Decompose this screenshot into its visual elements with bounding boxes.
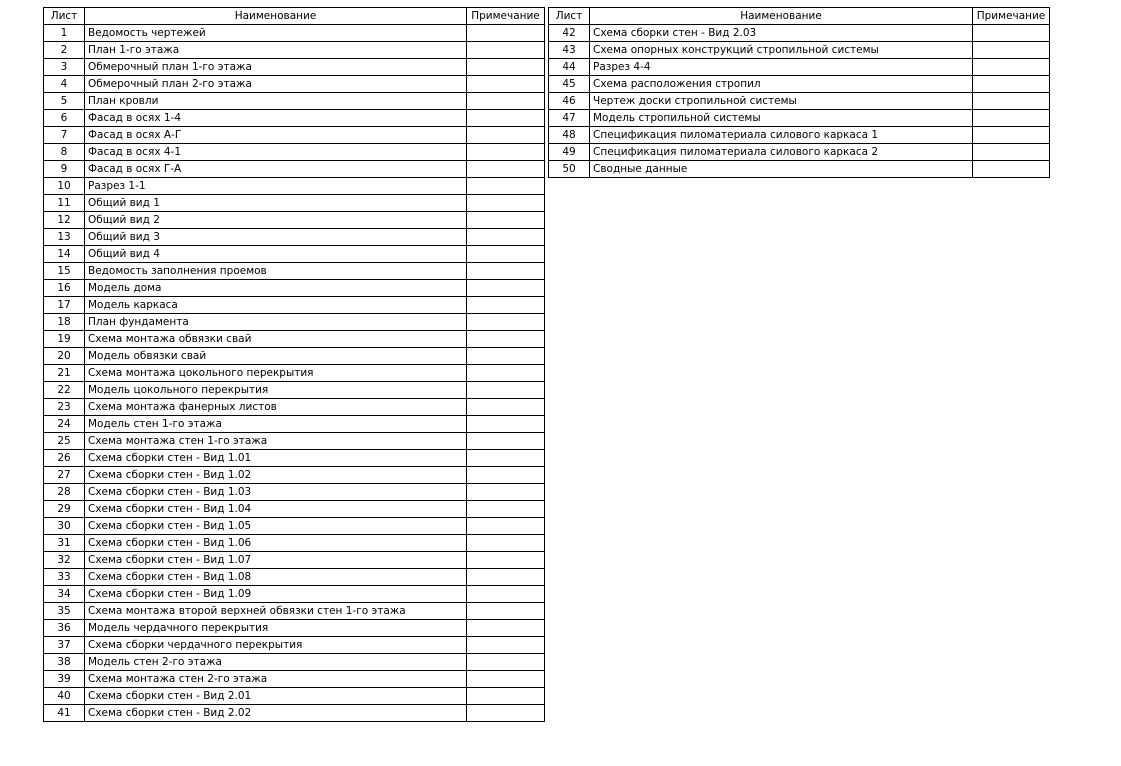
sheet-name-cell: Схема сборки стен - Вид 2.02 bbox=[85, 705, 467, 722]
table-row bbox=[549, 76, 1050, 93]
sheet-note-cell bbox=[467, 246, 545, 263]
table-row bbox=[44, 450, 545, 467]
sheet-name-cell: Модель стен 2-го этажа bbox=[85, 654, 467, 671]
table-row bbox=[44, 416, 545, 433]
sheet-name-cell: Схема сборки стен - Вид 1.06 bbox=[85, 535, 467, 552]
sheet-number-cell: 46 bbox=[549, 93, 590, 110]
table-row bbox=[44, 76, 545, 93]
sheet-name-cell: Схема расположения стропил bbox=[590, 76, 973, 93]
sheet-note-cell bbox=[467, 127, 545, 144]
sheet-note-cell bbox=[467, 280, 545, 297]
sheet-number-cell: 16 bbox=[44, 280, 85, 297]
sheet-note-cell bbox=[973, 110, 1050, 127]
sheet-name-cell: Обмерочный план 1-го этажа bbox=[85, 59, 467, 76]
sheet-name-cell: Схема сборки стен - Вид 1.09 bbox=[85, 586, 467, 603]
sheet-number-cell: 30 bbox=[44, 518, 85, 535]
sheet-name-cell: Схема монтажа стен 2-го этажа bbox=[85, 671, 467, 688]
header-note: Примечание bbox=[973, 8, 1050, 25]
sheet-name-cell: Модель стен 1-го этажа bbox=[85, 416, 467, 433]
sheet-name-cell: Модель каркаса bbox=[85, 297, 467, 314]
table-row bbox=[44, 144, 545, 161]
sheet-number-cell: 48 bbox=[549, 127, 590, 144]
sheet-note-cell bbox=[467, 518, 545, 535]
sheet-name-cell: Общий вид 4 bbox=[85, 246, 467, 263]
sheet-name-cell: План кровли bbox=[85, 93, 467, 110]
sheet-note-cell bbox=[467, 144, 545, 161]
sheet-number-cell: 11 bbox=[44, 195, 85, 212]
sheet-note-cell bbox=[467, 654, 545, 671]
drawing-index-table-left bbox=[43, 7, 545, 722]
sheet-number-cell: 23 bbox=[44, 399, 85, 416]
sheet-number-cell: 20 bbox=[44, 348, 85, 365]
table-header-row bbox=[44, 8, 545, 25]
sheet-number-cell: 33 bbox=[44, 569, 85, 586]
sheet-name-cell: Схема монтажа второй верхней обвязки стен 1-го этажа bbox=[85, 603, 467, 620]
sheet-number-cell: 37 bbox=[44, 637, 85, 654]
sheet-note-cell bbox=[467, 586, 545, 603]
sheet-name-cell: Спецификация пиломатериала силового каркаса 1 bbox=[590, 127, 973, 144]
sheet-name-cell: Схема сборки чердачного перекрытия bbox=[85, 637, 467, 654]
sheet-note-cell bbox=[467, 161, 545, 178]
sheet-note-cell bbox=[467, 93, 545, 110]
sheet-name-cell: План фундамента bbox=[85, 314, 467, 331]
table-row bbox=[44, 331, 545, 348]
table-row bbox=[44, 603, 545, 620]
table-row bbox=[44, 654, 545, 671]
sheet-note-cell bbox=[467, 603, 545, 620]
table-row bbox=[44, 620, 545, 637]
sheet-number-cell: 35 bbox=[44, 603, 85, 620]
sheet-note-cell bbox=[467, 59, 545, 76]
sheet-note-cell bbox=[467, 535, 545, 552]
sheet-name-cell: Схема сборки стен - Вид 1.04 bbox=[85, 501, 467, 518]
table-row bbox=[44, 297, 545, 314]
table-row bbox=[549, 127, 1050, 144]
sheet-name-cell: Модель дома bbox=[85, 280, 467, 297]
sheet-number-cell: 17 bbox=[44, 297, 85, 314]
sheet-note-cell bbox=[973, 144, 1050, 161]
sheet-note-cell bbox=[467, 399, 545, 416]
sheet-note-cell bbox=[973, 25, 1050, 42]
sheet-number-cell: 40 bbox=[44, 688, 85, 705]
table-row bbox=[44, 688, 545, 705]
sheet-name-cell: Обмерочный план 2-го этажа bbox=[85, 76, 467, 93]
sheet-note-cell bbox=[467, 348, 545, 365]
sheet-note-cell bbox=[973, 161, 1050, 178]
sheet-number-cell: 49 bbox=[549, 144, 590, 161]
sheet-note-cell bbox=[467, 76, 545, 93]
table-row bbox=[44, 501, 545, 518]
table-row bbox=[44, 671, 545, 688]
table-row bbox=[44, 484, 545, 501]
table-row bbox=[44, 229, 545, 246]
sheet-name-cell: Общий вид 2 bbox=[85, 212, 467, 229]
sheet-number-cell: 47 bbox=[549, 110, 590, 127]
sheet-note-cell bbox=[467, 450, 545, 467]
sheet-number-cell: 7 bbox=[44, 127, 85, 144]
table-row bbox=[549, 110, 1050, 127]
sheet-name-cell: Схема сборки стен - Вид 1.07 bbox=[85, 552, 467, 569]
sheet-note-cell bbox=[467, 110, 545, 127]
sheet-name-cell: Модель стропильной системы bbox=[590, 110, 973, 127]
header-name: Наименование bbox=[85, 8, 467, 25]
sheet-number-cell: 8 bbox=[44, 144, 85, 161]
table-row bbox=[44, 637, 545, 654]
table-row bbox=[44, 399, 545, 416]
sheet-name-cell: Общий вид 3 bbox=[85, 229, 467, 246]
sheet-number-cell: 31 bbox=[44, 535, 85, 552]
table-row bbox=[44, 195, 545, 212]
sheet-name-cell: Схема монтажа цокольного перекрытия bbox=[85, 365, 467, 382]
sheet-name-cell: Фасад в осях 1-4 bbox=[85, 110, 467, 127]
header-note: Примечание bbox=[467, 8, 545, 25]
sheet-name-cell: Фасад в осях Г-А bbox=[85, 161, 467, 178]
sheet-number-cell: 43 bbox=[549, 42, 590, 59]
sheet-number-cell: 29 bbox=[44, 501, 85, 518]
table-row bbox=[44, 382, 545, 399]
table-row bbox=[44, 569, 545, 586]
sheet-number-cell: 26 bbox=[44, 450, 85, 467]
sheet-name-cell: Модель чердачного перекрытия bbox=[85, 620, 467, 637]
sheet-number-cell: 10 bbox=[44, 178, 85, 195]
sheet-note-cell bbox=[467, 705, 545, 722]
table-row bbox=[44, 59, 545, 76]
sheet-note-cell bbox=[973, 93, 1050, 110]
sheet-number-cell: 41 bbox=[44, 705, 85, 722]
sheet-number-cell: 21 bbox=[44, 365, 85, 382]
sheet-note-cell bbox=[973, 42, 1050, 59]
sheet-note-cell bbox=[973, 59, 1050, 76]
sheet-number-cell: 13 bbox=[44, 229, 85, 246]
sheet-number-cell: 6 bbox=[44, 110, 85, 127]
table-body-right bbox=[549, 25, 1050, 178]
sheet-note-cell bbox=[467, 25, 545, 42]
table-row bbox=[44, 433, 545, 450]
table-row bbox=[44, 178, 545, 195]
table-row bbox=[44, 705, 545, 722]
sheet-name-cell: Схема сборки стен - Вид 2.01 bbox=[85, 688, 467, 705]
sheet-number-cell: 38 bbox=[44, 654, 85, 671]
sheet-note-cell bbox=[467, 229, 545, 246]
sheet-note-cell bbox=[467, 637, 545, 654]
sheet-name-cell: Ведомость чертежей bbox=[85, 25, 467, 42]
sheet-number-cell: 22 bbox=[44, 382, 85, 399]
sheet-name-cell: Фасад в осях 4-1 bbox=[85, 144, 467, 161]
sheet-note-cell bbox=[467, 314, 545, 331]
sheet-number-cell: 25 bbox=[44, 433, 85, 450]
sheet-number-cell: 12 bbox=[44, 212, 85, 229]
sheet-name-cell: Спецификация пиломатериала силового каркаса 2 bbox=[590, 144, 973, 161]
sheet-note-cell bbox=[467, 484, 545, 501]
table-row bbox=[549, 93, 1050, 110]
sheet-note-cell bbox=[467, 42, 545, 59]
sheet-name-cell: Схема монтажа стен 1-го этажа bbox=[85, 433, 467, 450]
sheet-number-cell: 32 bbox=[44, 552, 85, 569]
header-sheet: Лист bbox=[549, 8, 590, 25]
table-row bbox=[44, 535, 545, 552]
sheet-number-cell: 1 bbox=[44, 25, 85, 42]
header-sheet: Лист bbox=[44, 8, 85, 25]
sheet-name-cell: Фасад в осях А-Г bbox=[85, 127, 467, 144]
table-row bbox=[44, 161, 545, 178]
table-header-row bbox=[549, 8, 1050, 25]
sheet-number-cell: 34 bbox=[44, 586, 85, 603]
table-row bbox=[44, 348, 545, 365]
sheet-number-cell: 44 bbox=[549, 59, 590, 76]
sheet-name-cell: Схема опорных конструкций стропильной системы bbox=[590, 42, 973, 59]
sheet-number-cell: 9 bbox=[44, 161, 85, 178]
sheet-number-cell: 28 bbox=[44, 484, 85, 501]
sheet-number-cell: 2 bbox=[44, 42, 85, 59]
table-row bbox=[44, 280, 545, 297]
sheet-number-cell: 18 bbox=[44, 314, 85, 331]
table-row bbox=[549, 144, 1050, 161]
sheet-note-cell bbox=[467, 688, 545, 705]
sheet-note-cell bbox=[467, 620, 545, 637]
table-row bbox=[44, 263, 545, 280]
table-row bbox=[44, 246, 545, 263]
sheet-name-cell: Схема сборки стен - Вид 1.01 bbox=[85, 450, 467, 467]
sheet-name-cell: Схема монтажа обвязки свай bbox=[85, 331, 467, 348]
sheet-number-cell: 14 bbox=[44, 246, 85, 263]
sheet-number-cell: 50 bbox=[549, 161, 590, 178]
sheet-note-cell bbox=[973, 76, 1050, 93]
drawing-index-table-right bbox=[548, 7, 1050, 178]
sheet-note-cell bbox=[467, 552, 545, 569]
sheet-note-cell bbox=[467, 416, 545, 433]
sheet-number-cell: 42 bbox=[549, 25, 590, 42]
sheet-name-cell: Общий вид 1 bbox=[85, 195, 467, 212]
sheet-name-cell: Схема сборки стен - Вид 1.03 bbox=[85, 484, 467, 501]
sheet-number-cell: 45 bbox=[549, 76, 590, 93]
sheet-name-cell: Схема сборки стен - Вид 1.08 bbox=[85, 569, 467, 586]
table-row bbox=[44, 586, 545, 603]
sheet-note-cell bbox=[467, 671, 545, 688]
table-row bbox=[44, 25, 545, 42]
sheet-note-cell bbox=[467, 365, 545, 382]
sheet-name-cell: Чертеж доски стропильной системы bbox=[590, 93, 973, 110]
sheet-note-cell bbox=[467, 297, 545, 314]
table-row bbox=[549, 42, 1050, 59]
sheet-name-cell: Модель обвязки свай bbox=[85, 348, 467, 365]
sheet-name-cell: Разрез 1-1 bbox=[85, 178, 467, 195]
sheet-name-cell: Схема сборки стен - Вид 1.02 bbox=[85, 467, 467, 484]
table-row bbox=[44, 42, 545, 59]
table-row bbox=[44, 467, 545, 484]
sheet-name-cell: Схема монтажа фанерных листов bbox=[85, 399, 467, 416]
table-row bbox=[44, 365, 545, 382]
sheet-note-cell bbox=[467, 195, 545, 212]
sheet-note-cell bbox=[467, 178, 545, 195]
table-row bbox=[549, 161, 1050, 178]
sheet-number-cell: 27 bbox=[44, 467, 85, 484]
table-row bbox=[549, 25, 1050, 42]
sheet-note-cell bbox=[467, 433, 545, 450]
sheet-note-cell bbox=[467, 263, 545, 280]
sheet-number-cell: 39 bbox=[44, 671, 85, 688]
table-row bbox=[44, 314, 545, 331]
table-row bbox=[44, 127, 545, 144]
sheet-number-cell: 3 bbox=[44, 59, 85, 76]
table-row bbox=[549, 59, 1050, 76]
sheet-number-cell: 15 bbox=[44, 263, 85, 280]
sheet-name-cell: Схема сборки стен - Вид 2.03 bbox=[590, 25, 973, 42]
sheet-number-cell: 24 bbox=[44, 416, 85, 433]
sheet-note-cell bbox=[467, 569, 545, 586]
sheet-name-cell: Ведомость заполнения проемов bbox=[85, 263, 467, 280]
sheet-name-cell: План 1-го этажа bbox=[85, 42, 467, 59]
table-row bbox=[44, 518, 545, 535]
sheet-note-cell bbox=[467, 467, 545, 484]
sheet-name-cell: Схема сборки стен - Вид 1.05 bbox=[85, 518, 467, 535]
table-row bbox=[44, 552, 545, 569]
sheet-note-cell bbox=[973, 127, 1050, 144]
header-name: Наименование bbox=[590, 8, 973, 25]
sheet-number-cell: 36 bbox=[44, 620, 85, 637]
sheet-name-cell: Разрез 4-4 bbox=[590, 59, 973, 76]
sheet-note-cell bbox=[467, 331, 545, 348]
sheet-number-cell: 4 bbox=[44, 76, 85, 93]
sheet-note-cell bbox=[467, 501, 545, 518]
table-row bbox=[44, 93, 545, 110]
sheet-note-cell bbox=[467, 382, 545, 399]
sheet-name-cell: Модель цокольного перекрытия bbox=[85, 382, 467, 399]
sheet-number-cell: 5 bbox=[44, 93, 85, 110]
table-row bbox=[44, 212, 545, 229]
table-row bbox=[44, 110, 545, 127]
sheet-number-cell: 19 bbox=[44, 331, 85, 348]
table-body-left bbox=[44, 25, 545, 722]
sheet-note-cell bbox=[467, 212, 545, 229]
sheet-name-cell: Сводные данные bbox=[590, 161, 973, 178]
